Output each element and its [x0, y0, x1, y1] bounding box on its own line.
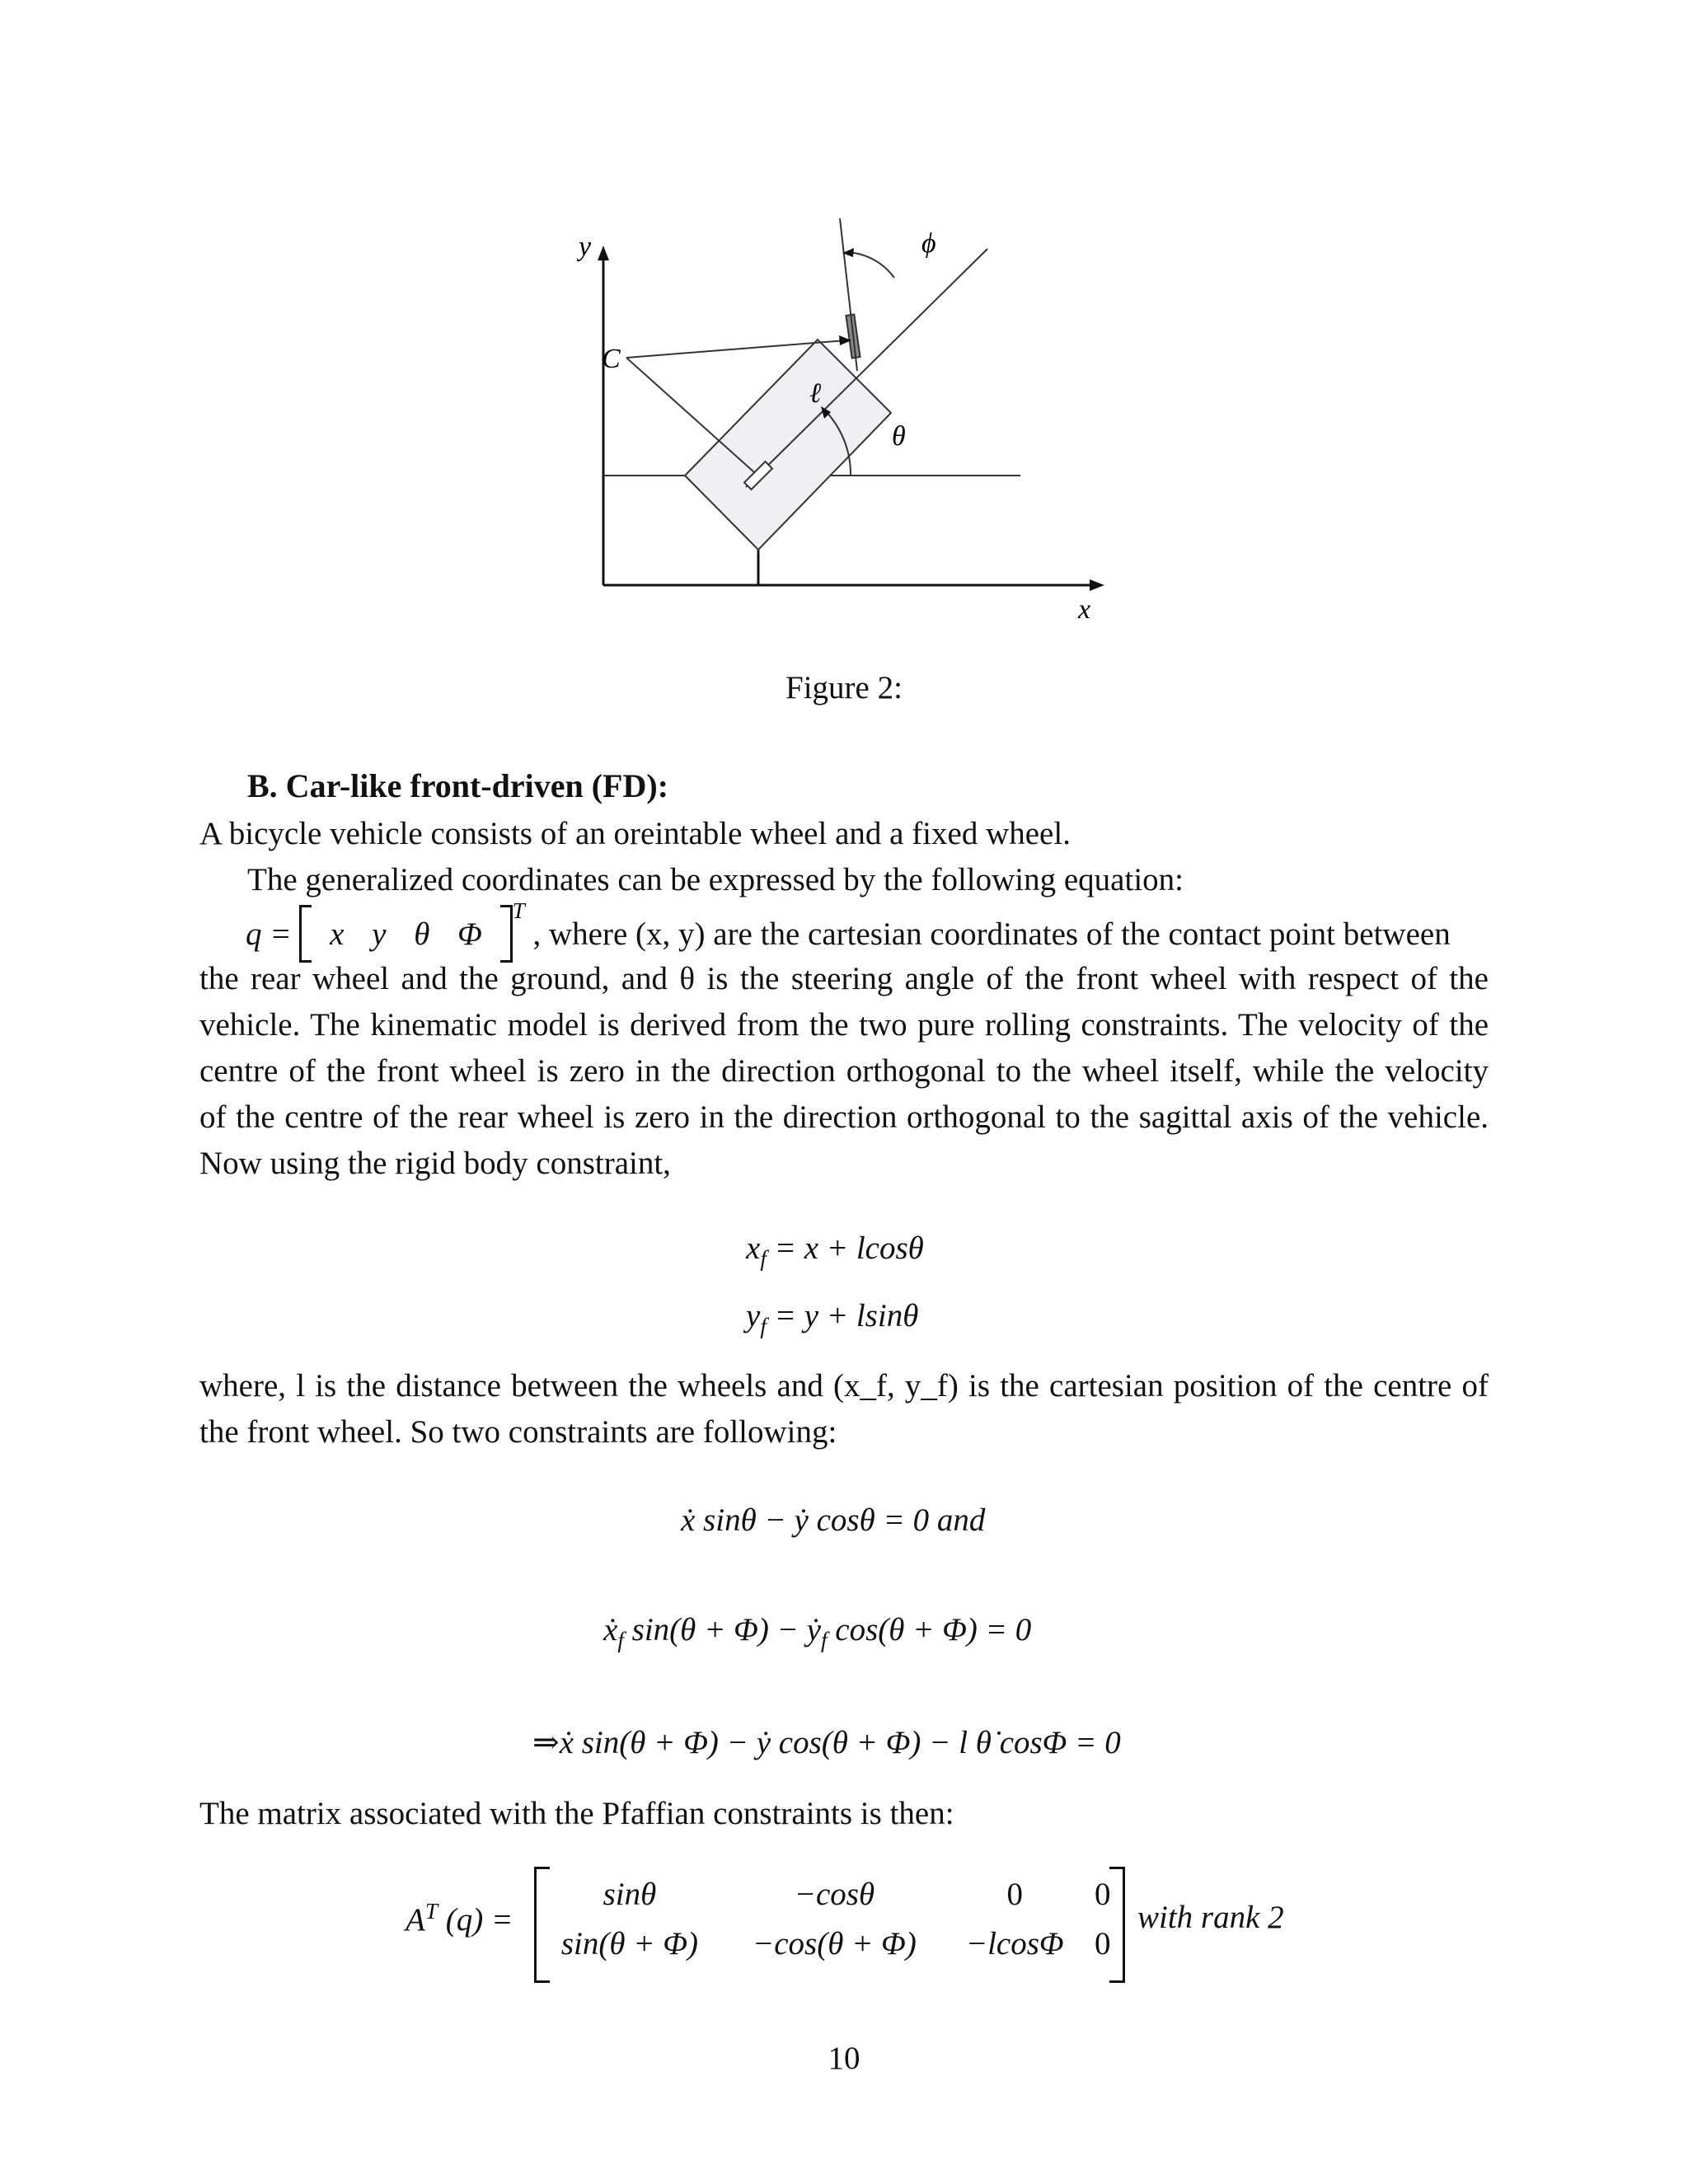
yf-rhs: = y + lsinθ: [766, 1298, 919, 1333]
q-definition-line: [246, 898, 1451, 963]
xf-lhs: x: [746, 1230, 761, 1266]
x-axis-arrow: [1090, 579, 1104, 591]
intro-paragraph: [199, 811, 1489, 903]
matrix-row: [536, 1919, 1121, 1968]
matrix-cell: 0: [1095, 1876, 1111, 1912]
c2-part-b: sin(θ + Φ) − ẏ: [623, 1612, 821, 1647]
left-bracket: [299, 905, 312, 963]
matrix-cell: −cosθ: [794, 1876, 875, 1912]
matrix-row: [536, 1869, 1121, 1919]
q-vector-y: y: [372, 916, 387, 952]
c-label: C: [602, 344, 621, 374]
matrix-cell: sinθ: [603, 1876, 657, 1912]
matrix-cell: −cos(θ + Φ): [752, 1925, 917, 1961]
matrix-lhs: [406, 1899, 513, 1938]
paragraph-line: the rear wheel and the ground, and θ is the steering angle of the front wheel with respect of the: [199, 961, 1489, 996]
rigid-body-line: [199, 1141, 1489, 1187]
q-transpose: T: [512, 898, 525, 923]
matrix-cell: 0: [1006, 1876, 1023, 1912]
x-axis-label: x: [1078, 594, 1091, 625]
paragraph-line: the front wheel. So two constraints are following:: [199, 1414, 837, 1450]
matrix-q: (q) =: [438, 1902, 513, 1938]
q-vector-phi: Φ: [457, 916, 482, 952]
q-vector-x: x: [330, 916, 345, 952]
q-description: , where (x, y) are the cartesian coordinates of the contact point between: [532, 916, 1451, 952]
c2-part-a: ẋ: [603, 1612, 618, 1647]
pfaffian-line: [199, 1791, 1489, 1837]
matrix-transpose: T: [424, 1899, 438, 1924]
distance-paragraph: [199, 1363, 1489, 1409]
kinematic-diagram: [577, 206, 1121, 635]
xf-rhs: = x + lcosθ: [766, 1230, 924, 1266]
constraint-1: ẋ sinθ − ẏ cosθ = 0 and: [681, 1502, 986, 1538]
xf-equation: [746, 1230, 924, 1272]
c2-sub-1: f: [617, 1627, 624, 1652]
c2-part-c: cos(θ + Φ) = 0: [827, 1612, 1032, 1647]
matrix-a: A: [406, 1902, 425, 1938]
right-bracket: [500, 905, 513, 963]
matrix-cell: −lcosΦ: [965, 1925, 1064, 1961]
yf-equation: [746, 1297, 918, 1339]
front-wheel-axis: [840, 218, 857, 371]
paragraph-line: The matrix associated with the Pfaffian constraints is then:: [199, 1796, 954, 1831]
paragraph-line: vehicle. The kinematic model is derived from the two pure rolling constraints. The velocity of the: [199, 1007, 1489, 1043]
matrix-cell: 0: [1095, 1925, 1111, 1961]
matrix-rank: with rank 2: [1137, 1900, 1284, 1935]
sagittal-axis: [746, 249, 987, 487]
paragraph-line: centre of the front wheel is zero in the direction orthogonal to the wheel itself, while the velocity: [199, 1053, 1489, 1089]
c2-sub-2: f: [820, 1627, 828, 1652]
constraint-2: [603, 1611, 1031, 1653]
q-vector-theta: θ: [414, 916, 430, 952]
section-heading: B. Car-like front-driven (FD):: [247, 767, 669, 804]
kinematic-paragraph: [199, 956, 1489, 1141]
q-lhs: q =: [246, 916, 292, 952]
phi-label: ϕ: [921, 228, 936, 259]
paragraph-line: where, l is the distance between the wheels and (x_f, y_f) is the cartesian position of the centre of: [199, 1368, 1489, 1404]
y-axis-label: y: [579, 232, 592, 262]
y-axis-arrow: [598, 246, 609, 260]
xf-sub: f: [760, 1245, 767, 1271]
theta-label: θ: [892, 421, 906, 452]
yf-lhs: y: [746, 1298, 761, 1333]
intro-line: A bicycle vehicle consists of an oreintable wheel and a fixed wheel.: [199, 816, 1071, 851]
paragraph-line: of the centre of the rear wheel is zero in the direction orthogonal to the sagittal axis of the vehicle.: [199, 1099, 1489, 1135]
gen-coords-line: The generalized coordinates can be expressed by the following equation:: [247, 862, 1184, 898]
yf-sub: f: [760, 1313, 767, 1338]
c-to-rear-line: [626, 358, 754, 472]
constraints-intro-line: [199, 1409, 1489, 1455]
pfaffian-matrix: [536, 1869, 1121, 1968]
matrix-cell: sin(θ + Φ): [560, 1925, 699, 1961]
page-number: 10: [828, 2041, 860, 2076]
figure-caption: Figure 2:: [785, 670, 903, 705]
ell-label: ℓ: [809, 378, 822, 409]
matrix-right-bracket: [1109, 1867, 1125, 1983]
constraint-3: ⇒ẋ sin(θ + Φ) − ẏ cos(θ + Φ) − l θ̇ cosΦ = 0: [532, 1725, 1121, 1760]
paragraph-line: Now using the rigid body constraint,: [199, 1146, 671, 1181]
